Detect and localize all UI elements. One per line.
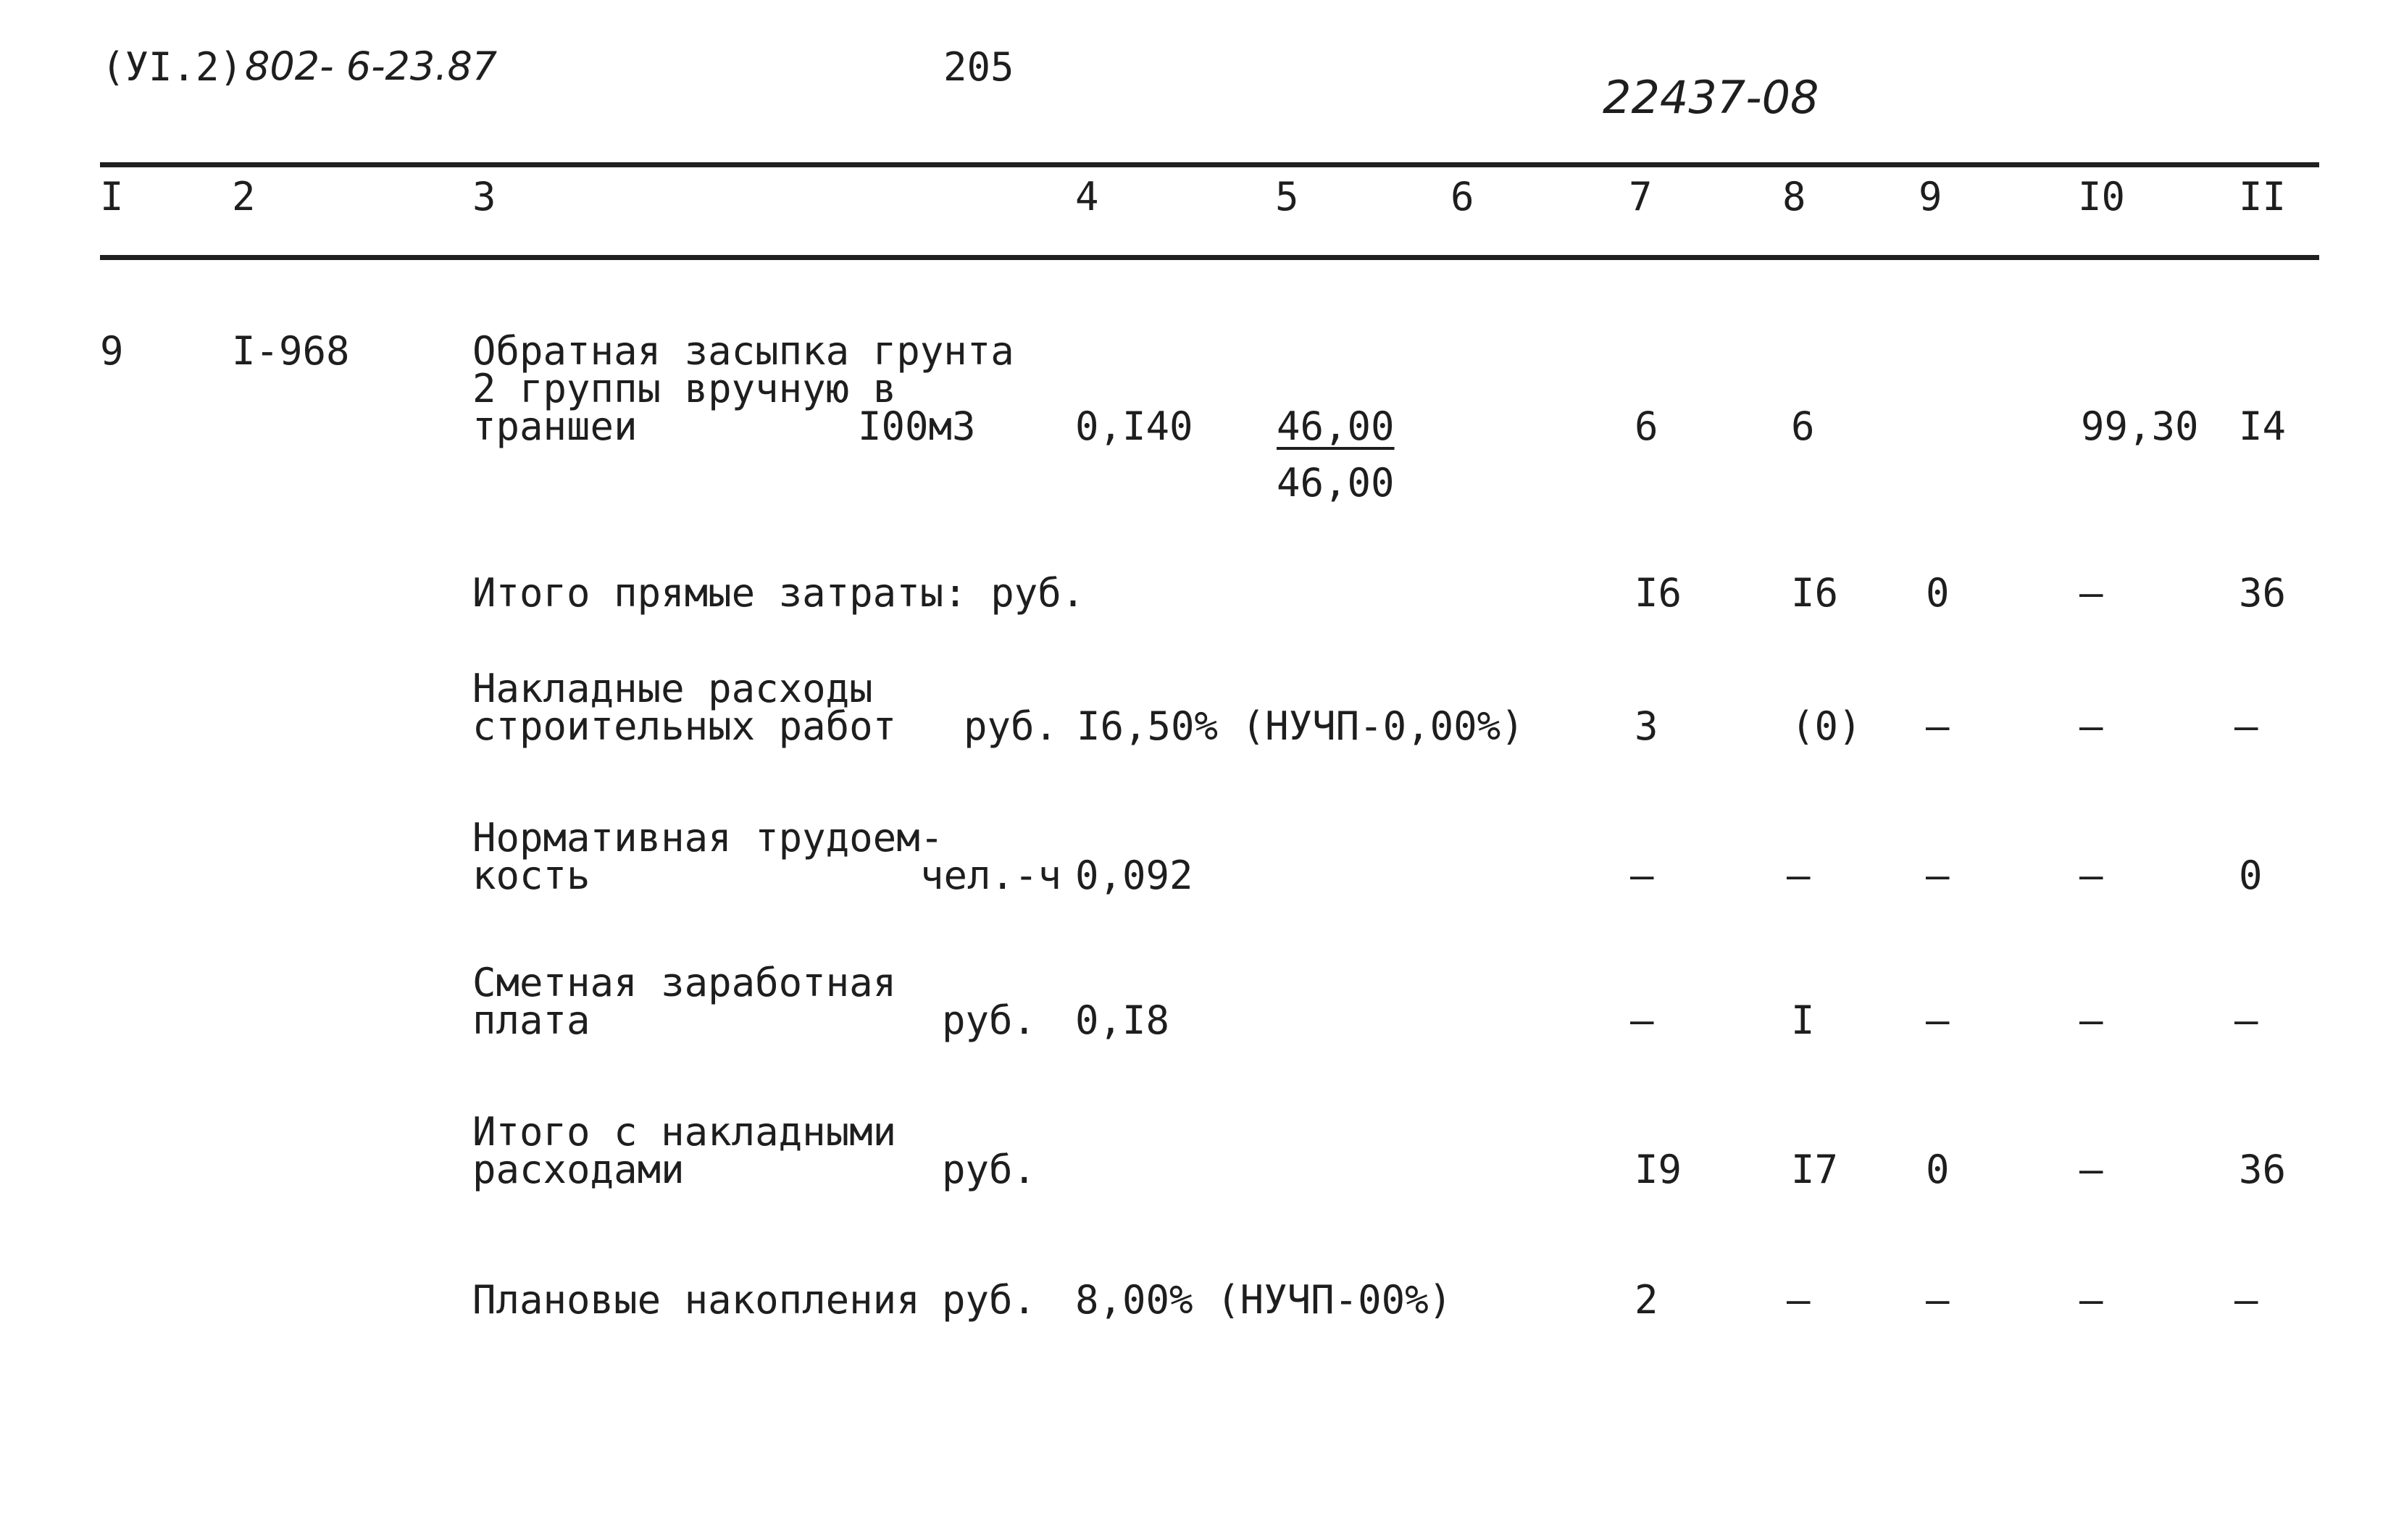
row-col-9: 0	[1926, 1147, 1950, 1192]
row-col-9: –	[1926, 853, 1950, 898]
row-unit: руб.	[942, 997, 1037, 1043]
row-unit: руб.	[964, 703, 1059, 749]
row-col-8: –	[1787, 1277, 1811, 1323]
row-col-7: –	[1630, 997, 1654, 1043]
item-col-8: 6	[1791, 403, 1815, 449]
row-col-10: –	[2079, 570, 2103, 616]
column-number: 7	[1629, 174, 1653, 219]
row-col-8: I7	[1791, 1147, 1839, 1192]
header-rule	[100, 255, 2319, 260]
row-label-line: Нормативная трудоем-	[472, 815, 944, 861]
row-col-9: 0	[1926, 570, 1950, 616]
page-number: 205	[943, 44, 1014, 90]
row-label-line: расходами	[472, 1147, 685, 1192]
row-col-10: –	[2079, 853, 2103, 898]
row-col-9: –	[1926, 997, 1950, 1043]
column-number: I	[100, 174, 124, 219]
row-col-9: –	[1926, 1277, 1950, 1323]
item-col-11: I4	[2239, 403, 2287, 449]
row-rate: I6,50% (НУЧП-0,00%)	[1077, 703, 1524, 749]
item-description-line: траншеи	[472, 403, 638, 449]
column-number: 3	[472, 174, 496, 219]
item-col-7: 6	[1635, 403, 1658, 449]
row-value: 0,092	[1075, 853, 1193, 898]
item-description-line: 2 группы вручную в	[472, 366, 897, 411]
archive-number: 22437-08	[1603, 71, 1819, 124]
row-col-10: –	[2079, 1147, 2103, 1192]
row-label-line: Итого с накладными	[472, 1109, 897, 1155]
row-unit: руб.	[942, 1277, 1037, 1323]
row-col-10: –	[2079, 997, 2103, 1043]
row-unit: чел.-ч	[920, 853, 1062, 898]
item-unit: I00м3	[858, 403, 976, 449]
row-label-line: Плановые накопления	[472, 1277, 920, 1323]
row-label-line: Итого прямые затраты: руб.	[472, 570, 1085, 616]
row-col-11: 36	[2239, 570, 2287, 616]
row-col-11: –	[2234, 1277, 2258, 1323]
row-col-11: 0	[2239, 853, 2263, 898]
column-number: 6	[1450, 174, 1474, 219]
item-col-10: 99,30	[2081, 403, 2199, 449]
item-unit-price: 46,00	[1277, 403, 1395, 449]
row-col-7: I9	[1635, 1147, 1682, 1192]
row-label-line: строительных работ	[472, 703, 897, 749]
column-number: I0	[2078, 174, 2126, 219]
row-col-8: –	[1787, 853, 1811, 898]
item-quantity: 0,I40	[1075, 403, 1193, 449]
column-number: 2	[232, 174, 256, 219]
row-col-8: (0)	[1791, 703, 1862, 749]
row-col-7: –	[1630, 853, 1654, 898]
row-col-8: I	[1791, 997, 1815, 1043]
item-unit-price-labor: 46,00	[1277, 460, 1395, 506]
row-col-8: I6	[1791, 570, 1839, 616]
column-number: 5	[1275, 174, 1299, 219]
handwritten-doc-code: 802- 6-23.87	[245, 43, 498, 89]
column-number: 4	[1075, 174, 1099, 219]
column-number: 8	[1782, 174, 1806, 219]
row-col-11: –	[2234, 997, 2258, 1043]
item-number: 9	[100, 328, 124, 374]
row-col-11: –	[2234, 703, 2258, 749]
row-col-7: 2	[1635, 1277, 1658, 1323]
row-label-line: плата	[472, 997, 590, 1043]
row-col-7: 3	[1635, 703, 1658, 749]
row-label-line: Сметная заработная	[472, 960, 897, 1005]
row-unit: руб.	[942, 1147, 1037, 1192]
row-col-10: –	[2079, 1277, 2103, 1323]
item-description-line: Обратная засыпка грунта	[472, 328, 1014, 374]
column-number: 9	[1919, 174, 1942, 219]
row-col-10: –	[2079, 703, 2103, 749]
row-col-7: I6	[1635, 570, 1682, 616]
top-rule	[100, 162, 2319, 167]
row-rate: 8,00% (НУЧП-00%)	[1075, 1277, 1453, 1323]
item-code: I-968	[232, 328, 350, 374]
row-col-11: 36	[2239, 1147, 2287, 1192]
row-value: 0,I8	[1075, 997, 1170, 1043]
column-number: II	[2239, 174, 2287, 219]
row-label-line: кость	[472, 853, 590, 898]
row-label-line: Накладные расходы	[472, 666, 873, 711]
doc-code: (УI.2)	[101, 44, 243, 90]
row-col-9: –	[1926, 703, 1950, 749]
